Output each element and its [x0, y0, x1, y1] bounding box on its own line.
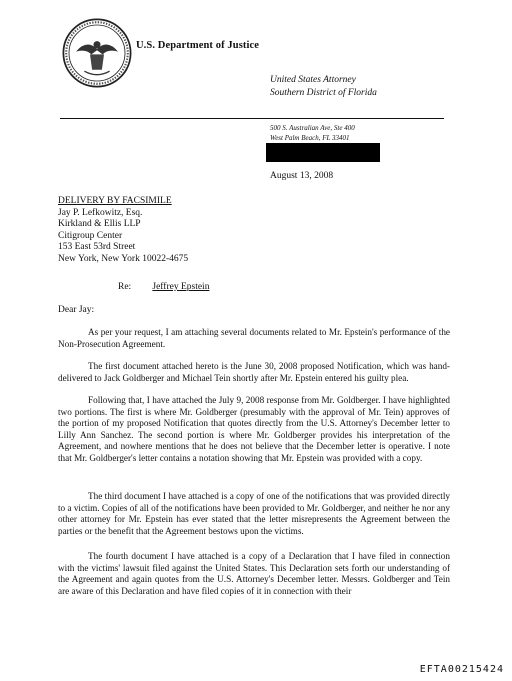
doj-seal-icon: [62, 18, 132, 88]
paragraph-text: The fourth document I have attached is a copy of a Declaration that I have filed in connection with the victims' lawsuit filed against the United States. This Declaration sets forth our understanding of the Agreement and again quotes from the U.S. Attorney's December letter. Messrs. Goldberger and Tein are aware of this Declaration and have filed copies of it in connection with their: [58, 551, 450, 596]
redaction-box: [266, 143, 380, 162]
office-district: Southern District of Florida: [270, 88, 377, 98]
recipient-block: [58, 196, 188, 265]
office-address: [270, 124, 355, 143]
address-line-2: West Palm Beach, FL 33401: [270, 133, 350, 142]
re-subject: Jeffrey Epstein: [152, 282, 210, 292]
body-paragraph: [58, 361, 450, 384]
body-paragraph: [58, 327, 450, 350]
agency-name: U.S. Department of Justice: [136, 40, 260, 51]
recipient-line: Kirkland & Ellis LLP: [58, 219, 141, 229]
document-id: EFTA00215424: [419, 664, 504, 675]
paragraph-text: Following that, I have attached the July 9, 2008 response from Mr. Goldberger. I have highlighted two portions. The first is where Mr. Goldberger (presumably with the approval of Mr. Tein) approves of the portion of my proposed Notification that quotes directly from the U.S. Attorney's December letter to Lilly Ann Sanchez. The second portion is where Mr. Goldberger provides his interpretation of the Agreement, and nowhere mentions that he does not believe that the December letter is operative. I note that Mr. Goldberger's letter contains a notation showing that Mr. Epstein was provided with a copy.: [58, 395, 450, 463]
recipient-line: Citigroup Center: [58, 230, 123, 241]
letter-date: August 13, 2008: [270, 171, 334, 181]
address-line-1: 500 S. Australian Ave, Ste 400: [270, 124, 355, 132]
body-paragraph: [58, 491, 450, 537]
paragraph-text: The third document I have attached is a copy of one of the notifications that was provided directly to a victim. Copies of all of the notifications have been provided to Mr. Goldberger, and neither he nor any other attorney for Mr. Epstein has ever stated that the letter misrepresents the Agreement between the parties or the benefit that the Agreement bestows upon the victims.: [58, 491, 450, 536]
recipient-line: 153 East 53rd Street: [58, 242, 136, 252]
body-paragraph: [58, 551, 450, 597]
paragraph-text: As per your request, I am attaching several documents related to Mr. Epstein's performance of the Non-Prosecution Agreement.: [58, 327, 450, 349]
letterhead-divider: [60, 118, 444, 119]
paragraph-text: The first document attached hereto is the June 30, 2008 proposed Notification, which was hand-delivered to Jack Goldberger and Michael Tein shortly after Mr. Epstein entered his guilty plea.: [58, 361, 450, 383]
body-paragraph: [58, 395, 450, 464]
re-line: [118, 282, 209, 292]
salutation: Dear Jay:: [58, 305, 95, 315]
recipient-line: Jay P. Lefkowitz, Esq.: [58, 207, 143, 218]
office-block: [270, 74, 377, 100]
re-label: Re:: [118, 282, 132, 292]
office-title: United States Attorney: [270, 75, 356, 85]
recipient-line: New York, New York 10022-4675: [58, 253, 189, 264]
delivery-method: DELIVERY BY FACSIMILE: [58, 196, 172, 206]
